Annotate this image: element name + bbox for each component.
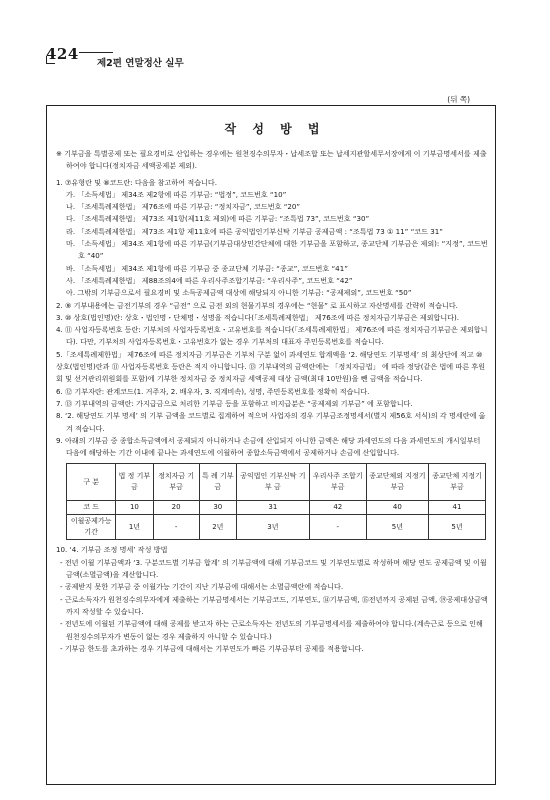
item-10-bullet: - 기부금 한도를 초과하는 경우 기부금에 대해서는 기부연도가 빠른 기부금부터 공제를 적용합니다. — [60, 643, 364, 653]
item-2: 2. ⑨ 기부내용에는 금전기부의 경우 “금전” 으로 금전 외의 현물기부의 경우에는 “현물” 로 표시하고 자산명세를 간략히 적습니다. — [56, 300, 458, 310]
item-1-sub: 가. 「소득세법」 제34조 제2항에 따른 기부금: “법정”, 코드번호 “10” — [66, 189, 287, 199]
item-10-bullet: - 근로소득자가 원천징수의무자에게 제출하는 기부금명세서는 기부금코드, 기부연도, ⑭기부금액, ⑮전년까지 공제된 금액, ⑲공제대상금액까지 작성할 수 있습니다. — [60, 594, 488, 616]
table-cell: 코 드 — [67, 501, 116, 515]
page-number: 424 — [46, 45, 79, 63]
table-cell: 2년 — [199, 515, 236, 540]
table-cell: 20 — [153, 501, 199, 515]
table-cell: 42 — [309, 501, 366, 515]
item-5: 5.「조세특례제한법」 제76조에 따른 정치자금 기부금은 기부처 구분 없이 과세연도 합계액을 ‘2. 해당연도 기부명세’ 의 최상단에 적고 ⑩ 상호(법인명)란과 ⑪ 사업자등록번호 등란은 적지 아니합니다. ⑬ 기부내역의 금액란에는 「정치자금법」 에 따라 정당(같은 법에 따른 후원회 및 선거관리위원회를 포함)에 기부한 정치자금 중 정치자금 세액공제 대상 금액(최대 10만원)을 뺀 금액을 적습니다. — [56, 349, 486, 384]
page-header — [46, 44, 79, 63]
item-1-sub: 사. 「조세특례제한법」 제88조의4에 따른 우리사주조합기부금: “우리사주”, 코드번호 “42” — [66, 275, 353, 285]
item-1-sub: 나. 「조세특례제한법」 제76조에 따른 기부금: “정치자금”, 코드번호 “20” — [66, 202, 301, 212]
section-title: 작 성 방 법 — [224, 122, 326, 136]
intro-note: ※ 기부금을 특별공제 또는 필요경비로 산입하는 경우에는 원천징수의무자・납세조합 또는 납세지관할세무서장에게 이 기부금명세서를 제출하여야 합니다(정치자금 세액공제분 제외). — [56, 149, 487, 171]
item-7: 7. ⑬ 기부내역의 금액란: 가지급금으로 처리한 기부금 등을 포함하고 비지급분은 “공제제외 기부금” 에 포함합니다. — [56, 398, 413, 408]
item-1-sub: 다. 「조세특례제한법」 제73조 제1항(제11호 제외)에 따른 기부금: “조특법 73”, 코드번호 “30” — [66, 214, 370, 224]
table-cell: 30 — [199, 501, 236, 515]
table-header-cell: 공익법인 기부신탁 기 부 금 — [236, 464, 309, 501]
table-cell: 3년 — [236, 515, 309, 540]
table-header-cell: 우리사주 조합기부금 — [309, 464, 366, 501]
table-header-cell: 법 정 기부금 — [116, 464, 153, 501]
back-side-note: (뒤 쪽) — [447, 95, 470, 104]
table-cell: - — [309, 515, 366, 540]
item-1: 1. ⑦유형란 및 ⑧코드란: 다음을 참고하여 적습니다. — [56, 177, 218, 187]
table-cell: 1년 — [116, 515, 153, 540]
table-header-row — [67, 464, 486, 501]
item-1-sub: 바. 「소득세법」 제34조 제1항에 따른 기부금 중 종교단체 기부금: “종교”, 코드번호 “41” — [66, 263, 348, 273]
item-10: 10. ‘4. 기부금 조정 명세’ 작성 방법 — [56, 545, 168, 555]
table-cell: 31 — [236, 501, 309, 515]
instructions-body — [56, 148, 488, 655]
table-header-cell: 종교단체외 지정기부금 — [366, 464, 428, 501]
table-cell: 41 — [429, 501, 486, 515]
table-cell: 10 — [116, 501, 153, 515]
item-1-sub: 라. 「조세특례제한법」 제73조 제1항 제11호에 따른 공익법인기부신탁 기부금 공제금액 : “조특법 73 ① 11” “코드 31” — [66, 226, 443, 236]
table-header-cell: 구 분 — [67, 464, 116, 501]
table-cell: 5년 — [429, 515, 486, 540]
table-cell: 40 — [366, 501, 428, 515]
item-1-sub: 마. 「소득세법」 제34조 제1항에 따른 기부금(기부금대상민간단체에 대한 기부금을 포함하고, 종교단체 기부금은 제외): “지정”, 코드번호 “40” — [66, 239, 488, 261]
item-10-bullet: - 전년도에 이월된 기부금액에 대해 공제를 받고자 하는 근로소득자는 전년도의 기부금명세서를 제출하여야 합니다.(계속근로 등으로 인해 원천징수의무자가 변동이 없는 경우 제출하지 아니할 수 있습니다.) — [60, 619, 483, 641]
table-header-cell: 특 례 기부금 — [199, 464, 236, 501]
chapter-title: 제2편 연말정산 실무 — [97, 58, 184, 69]
table-row — [67, 515, 486, 540]
item-8: 8. ‘2. 해당연도 기부 명세’ 의 기부 금액을 코드별로 집계하여 적으며 사업자의 경우 기부금조정명세서(별지 제56호 서식)의 각 명세란에 옮겨 적습니다. — [56, 411, 486, 433]
table-header-cell: 종교단체 지정기부금 — [429, 464, 486, 501]
item-1-sub: 아. 그밖의 기부금으로서 필요경비 및 소득공제금액 대상에 해당되지 아니한 기부금: “공제제외”, 코드번호 “50” — [66, 288, 412, 298]
table-cell: - — [153, 515, 199, 540]
header-tick — [46, 63, 55, 64]
table-header-cell: 정치자금 기부금 — [153, 464, 199, 501]
table-cell: 이월공제가능기간 — [67, 515, 116, 540]
carryover-code-table — [66, 463, 486, 540]
header-rule — [79, 52, 113, 53]
item-3: 3. ⑩ 상호(법인명)란: 상호・법인명・단체명・성명을 적습니다(「조세특례제한법」 제76조에 따른 정치자금기부금은 제외합니다). — [56, 312, 460, 322]
table-row — [67, 501, 486, 515]
item-4: 4. ⑪ 사업자등록번호 등란: 기부처의 사업자등록번호・고유번호를 적습니다(「조세특례제한법」 제76조에 따른 정치자금기부금은 제외합니다). 다만, 기부처의 사업자등록번호・고유번호가 없는 경우 기부처의 대표자 주민등록번호를 적습니다. — [56, 325, 488, 347]
item-10-bullet: - 전년 이월 기부금액과 ‘3. 구분코드별 기부금 합계’ 의 기부금액에 대해 기부금코드 및 기부연도별로 작성하며 해당 연도 공제금액 및 이월금액(소멸금액)을 계산합니다. — [60, 557, 487, 580]
table-cell: 5년 — [366, 515, 428, 540]
item-9: 9. 아래의 기부금 중 종합소득금액에서 공제되지 아니하거나 손금에 산입되지 아니한 금액은 해당 과세연도의 다음 과세연도의 개시일부터 다음에 해당하는 기간 이내에 끝나는 과세연도에 이월하여 종합소득금액에서 공제하거나 손금에 산입합니다. — [56, 435, 481, 458]
item-6: 6. ⑫ 기부자란: 관계코드(1. 거주자, 2. 배우자, 3. 직계비속), 성명, 주민등록번호를 정확히 적습니다. — [56, 386, 370, 396]
item-10-bullet: - 공제받지 못한 기부금 중 이월가능 기간이 지난 기부금에 대해서는 소멸금액란에 적습니다. — [60, 582, 344, 592]
